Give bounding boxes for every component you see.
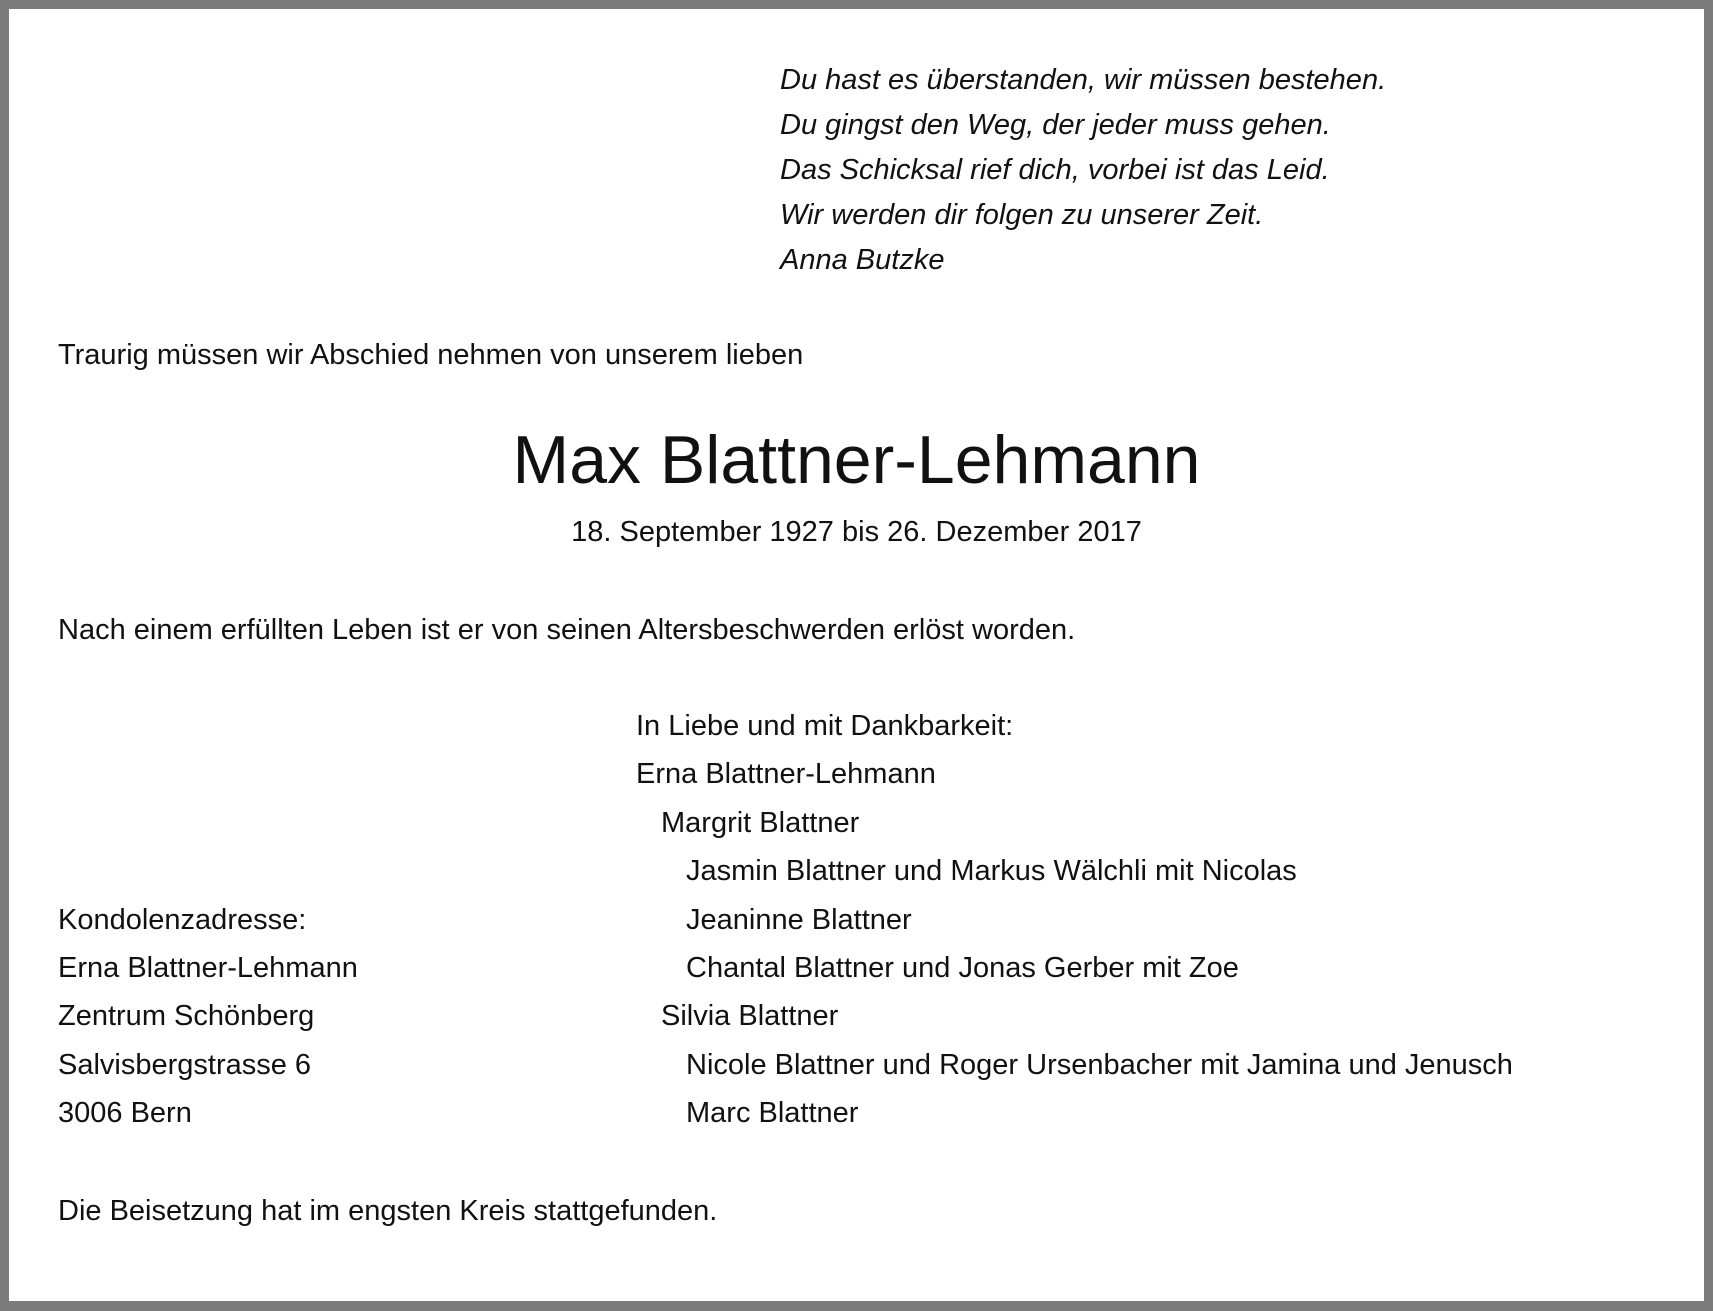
frame-right-border	[1704, 0, 1713, 1311]
condolence-label: Kondolenzadresse:	[58, 904, 307, 936]
poem-line-4: Wir werden dir folgen zu unserer Zeit.	[780, 199, 1264, 231]
intro-text: Traurig müssen wir Abschied nehmen von unserem lieben	[58, 339, 804, 371]
life-dates: 18. September 1927 bis 26. Dezember 2017	[571, 516, 1142, 548]
deceased-name: Max Blattner-Lehmann	[512, 422, 1201, 498]
condolence-name: Erna Blattner-Lehmann	[58, 952, 358, 984]
mourner-name: Marc Blattner	[686, 1097, 859, 1129]
condolence-address-line: Zentrum Schönberg	[58, 1000, 315, 1032]
mourner-name: Jeaninne Blattner	[686, 904, 912, 936]
poem-author: Anna Butzke	[780, 244, 945, 276]
mourner-name: Jasmin Blattner und Markus Wälchli mit Nicolas	[686, 855, 1297, 887]
frame-bottom-border	[0, 1301, 1713, 1311]
frame-top-border	[0, 0, 1713, 9]
condolence-address-line: Salvisbergstrasse 6	[58, 1049, 312, 1081]
mourner-name: Erna Blattner-Lehmann	[636, 758, 936, 790]
poem-line-1: Du hast es überstanden, wir müssen bestehen.	[780, 64, 1387, 96]
mourner-name: Nicole Blattner und Roger Ursenbacher mit Jamina und Jenusch	[686, 1049, 1513, 1081]
mourner-name: Chantal Blattner und Jonas Gerber mit Zoe	[686, 952, 1239, 984]
statement-text: Nach einem erfüllten Leben ist er von seinen Altersbeschwerden erlöst worden.	[58, 614, 1076, 646]
burial-note: Die Beisetzung hat im engsten Kreis stattgefunden.	[58, 1195, 718, 1227]
frame-left-border	[0, 0, 9, 1311]
mourner-name: Margrit Blattner	[661, 807, 860, 839]
poem-line-3: Das Schicksal rief dich, vorbei ist das Leid.	[780, 154, 1330, 186]
mourners-heading: In Liebe und mit Dankbarkeit:	[636, 710, 1014, 742]
poem-line-2: Du gingst den Weg, der jeder muss gehen.	[780, 109, 1331, 141]
mourner-name: Silvia Blattner	[661, 1000, 839, 1032]
condolence-address-line: 3006 Bern	[58, 1097, 192, 1129]
